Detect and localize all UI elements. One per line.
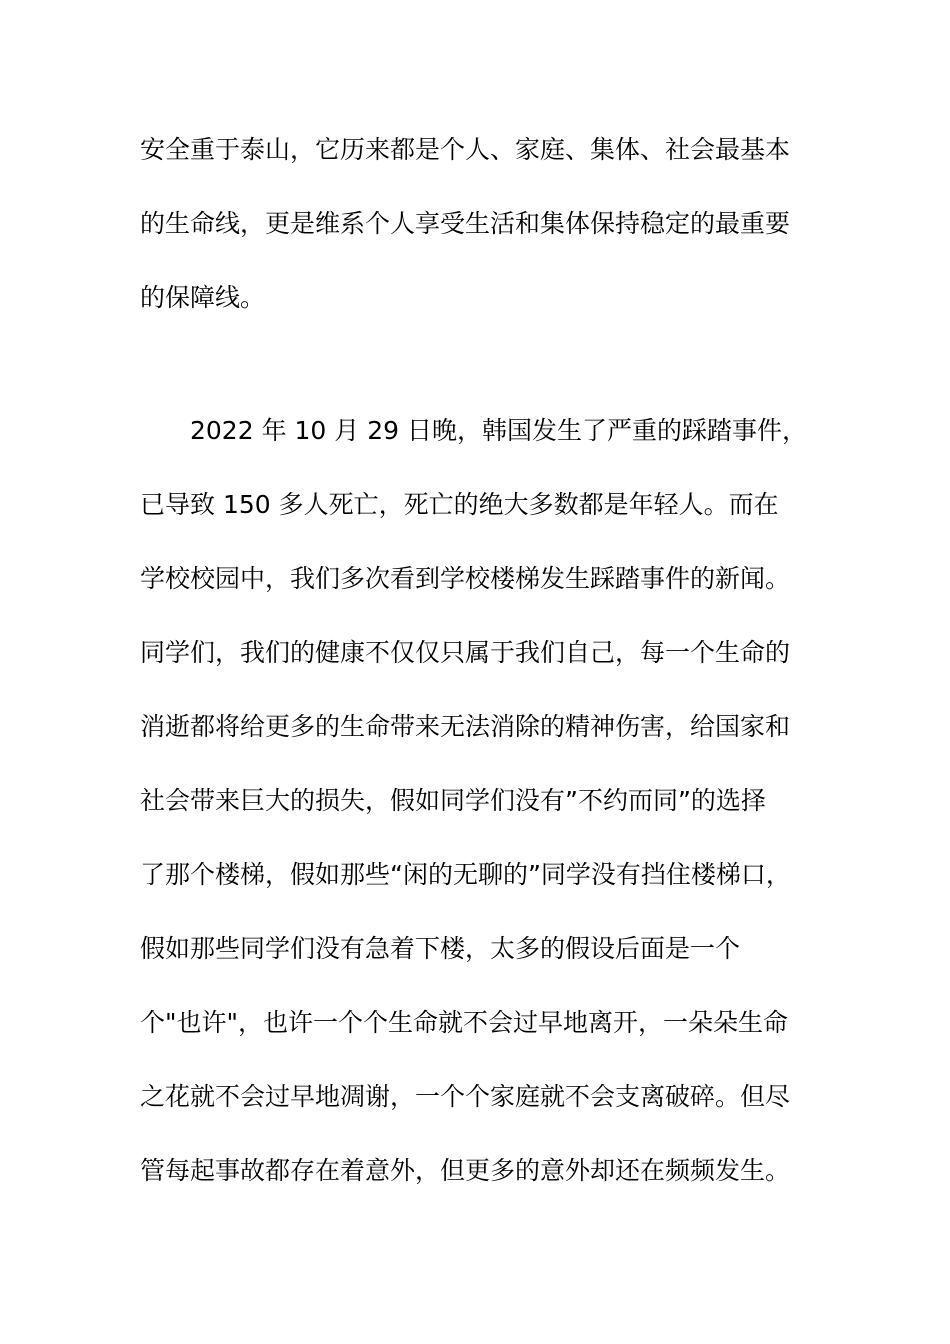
paragraph-2-line-3: 学校校园中，我们多次看到学校楼梯发生踩踏事件的新闻。	[140, 564, 791, 593]
paragraph-2-line-2: 已导致 150 多人死亡，死亡的绝大多数都是年轻人。而在	[140, 490, 779, 519]
paragraph-2-line-4: 同学们，我们的健康不仅仅只属于我们自己，每一个生命的	[140, 638, 791, 667]
paragraph-2-line-11: 管每起事故都存在着意外，但更多的意外却还在频频发生。	[140, 1156, 791, 1185]
paragraph-2-line-1: 2022 年 10 月 29 日晚，韩国发生了严重的踩踏事件，	[190, 416, 807, 445]
paragraph-1-line-2: 的生命线，更是维系个人享受生活和集体保持稳定的最重要	[140, 209, 791, 238]
paragraph-2-line-8: 假如那些同学们没有急着下楼，太多的假设后面是一个	[140, 934, 741, 963]
paragraph-2-line-5: 消逝都将给更多的生命带来无法消除的精神伤害，给国家和	[140, 712, 791, 741]
paragraph-1-line-3: 的保障线。	[140, 283, 266, 312]
paragraph-2-line-7: 了那个楼梯，假如那些“闲的无聊的”同学没有挡住楼梯口，	[140, 860, 791, 889]
paragraph-2-line-10: 之花就不会过早地凋谢，一个个家庭就不会支离破碎。但尽	[140, 1082, 791, 1111]
paragraph-2-line-9: 个"也许"，也许一个个生命就不会过早地离开，一朵朵生命	[140, 1008, 789, 1037]
paragraph-1-line-1: 安全重于泰山，它历来都是个人、家庭、集体、社会最基本	[140, 135, 791, 164]
paragraph-2-line-6: 社会带来巨大的损失，假如同学们没有”不约而同”的选择	[140, 786, 766, 815]
